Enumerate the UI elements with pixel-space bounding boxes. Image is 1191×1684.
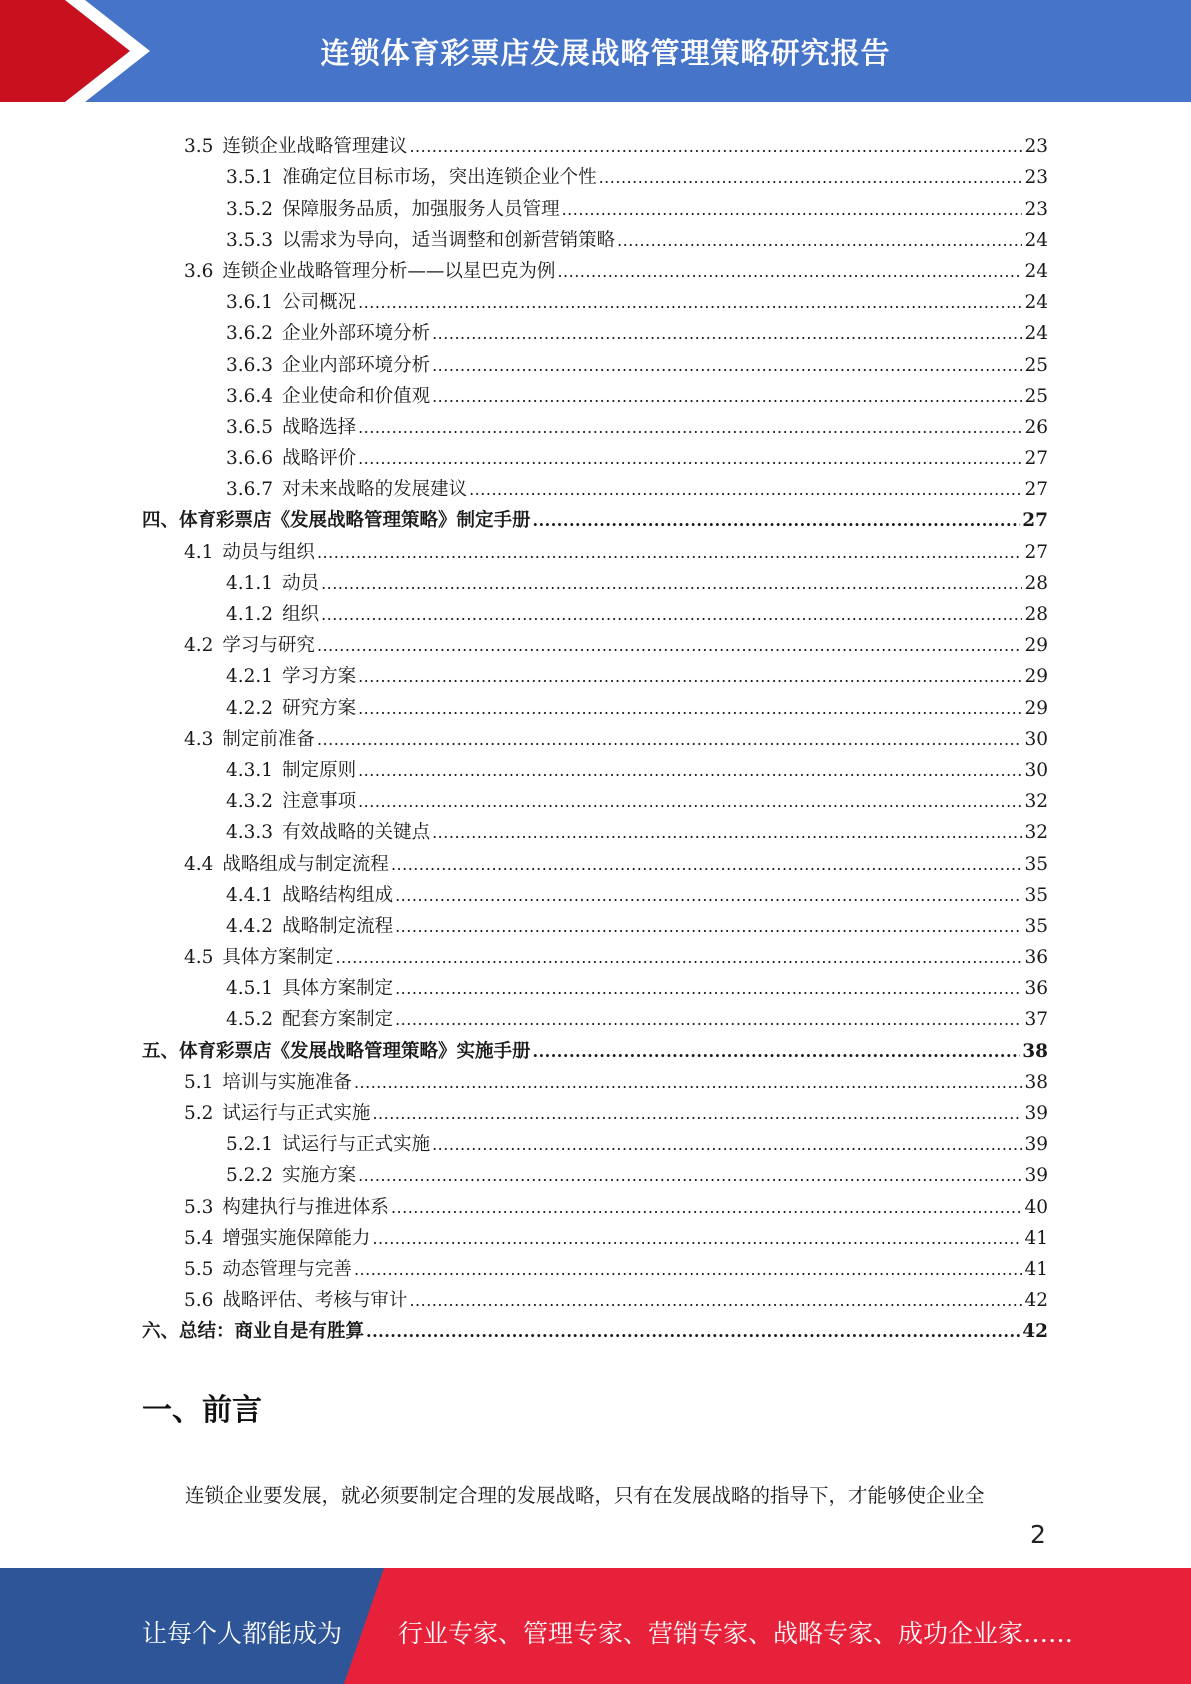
toc-dot-leader [409, 136, 1022, 158]
toc-entry-number: 3.5.3 [226, 229, 274, 251]
toc-entry-number: 4.4.2 [226, 915, 274, 937]
toc-dot-leader [317, 635, 1023, 657]
toc-entry[interactable] [142, 688, 1048, 719]
toc-dot-leader [432, 822, 1022, 844]
toc-entry[interactable] [142, 1250, 1048, 1281]
toc-entry[interactable] [142, 1125, 1048, 1156]
toc-dot-leader [395, 885, 1022, 907]
toc-entry-page: 35 [1024, 915, 1048, 937]
toc-entry-title: 学习与研究 [222, 635, 315, 657]
toc-dot-leader [391, 854, 1023, 876]
toc-dot-leader [395, 1009, 1022, 1031]
toc-entry[interactable] [142, 158, 1048, 189]
toc-entry-number: 3.5 [184, 136, 214, 158]
toc-entry[interactable] [142, 501, 1048, 532]
toc-dot-leader [432, 323, 1022, 345]
toc-entry-page: 27 [1024, 541, 1048, 563]
toc-entry[interactable] [142, 221, 1048, 252]
toc-entry-title: 准确定位目标市场，突出连锁企业个性 [282, 167, 597, 189]
toc-entry-page: 39 [1024, 1134, 1048, 1156]
toc-entry-title: 研究方案 [282, 697, 357, 719]
toc-entry[interactable] [142, 969, 1048, 1000]
toc-entry-title: 增强实施保障能力 [222, 1227, 371, 1249]
toc-entry-title: 企业使命和价值观 [282, 385, 431, 407]
toc-entry[interactable] [142, 626, 1048, 657]
toc-entry[interactable] [142, 1094, 1048, 1125]
toc-entry-title: 动员 [282, 572, 320, 594]
toc-dot-leader [354, 1259, 1023, 1281]
toc-entry-page: 25 [1024, 354, 1048, 376]
toc-entry[interactable] [142, 1312, 1048, 1343]
toc-dot-leader [358, 292, 1022, 314]
toc-entry-number: 4.3 [184, 728, 214, 750]
toc-entry-page: 36 [1024, 978, 1048, 1000]
toc-entry-page: 25 [1024, 385, 1048, 407]
toc-entry-number: 4.1.1 [226, 572, 274, 594]
toc-entry-page: 42 [1022, 1321, 1048, 1343]
toc-entry-title: 动员与组织 [222, 541, 315, 563]
toc-entry-number: 5.2 [184, 1103, 214, 1124]
toc-entry-number: 4.4.1 [226, 884, 274, 906]
page-number: 2 [1030, 1520, 1046, 1549]
toc-dot-leader [366, 1321, 1020, 1343]
toc-entry-title: 构建执行与推进体系 [222, 1196, 389, 1218]
toc-entry-title: 战略组成与制定流程 [222, 853, 389, 875]
toc-entry-title: 连锁企业战略管理建议 [222, 136, 408, 158]
toc-entry-title: 四、体育彩票店《发展战略管理策略》制定手册 [142, 510, 531, 532]
toc-dot-leader [395, 978, 1022, 1000]
toc-entry-title: 五、体育彩票店《发展战略管理策略》实施手册 [142, 1040, 531, 1062]
toc-entry-number: 5.2.2 [226, 1165, 274, 1187]
toc-entry-number: 4.4 [184, 853, 214, 875]
toc-entry-page: 39 [1024, 1165, 1048, 1187]
toc-dot-leader [358, 760, 1022, 782]
toc-dot-leader [358, 791, 1022, 813]
toc-entry-page: 36 [1024, 947, 1048, 969]
toc-entry-number: 3.5.2 [226, 198, 274, 220]
toc-dot-leader [432, 1134, 1022, 1156]
toc-entry[interactable] [142, 189, 1048, 220]
toc-dot-leader [372, 1228, 1022, 1250]
toc-entry-number: 5.5 [184, 1258, 214, 1280]
page-footer [0, 1568, 1191, 1684]
toc-entry[interactable] [142, 252, 1048, 283]
toc-entry-page: 41 [1024, 1227, 1048, 1249]
toc-entry-number: 5.4 [184, 1227, 214, 1249]
toc-entry-number: 4.5.1 [226, 978, 274, 1000]
toc-entry[interactable] [142, 751, 1048, 782]
toc-entry-title: 实施方案 [282, 1165, 357, 1187]
toc-dot-leader [533, 510, 1021, 532]
toc-entry-number: 4.3.3 [226, 822, 274, 844]
toc-entry-title: 培训与实施准备 [222, 1071, 352, 1093]
toc-entry[interactable] [142, 876, 1048, 907]
toc-entry-page: 27 [1022, 510, 1048, 532]
toc-entry-number: 3.6.3 [226, 354, 274, 376]
toc-entry-page: 23 [1024, 198, 1048, 220]
toc-entry[interactable] [142, 408, 1048, 439]
toc-entry-number: 3.6.4 [226, 385, 274, 407]
toc-dot-leader [317, 729, 1023, 751]
toc-entry-page: 39 [1024, 1103, 1048, 1124]
toc-dot-leader [354, 1072, 1023, 1094]
toc-dot-leader [358, 1165, 1022, 1187]
toc-entry-page: 38 [1024, 1071, 1048, 1093]
toc-entry[interactable] [142, 595, 1048, 626]
toc-entry-page: 28 [1024, 604, 1048, 625]
toc-dot-leader [432, 386, 1022, 408]
toc-dot-leader [617, 230, 1022, 252]
toc-entry[interactable] [142, 1281, 1048, 1312]
toc-dot-leader [562, 199, 1023, 221]
body-paragraph: 连锁企业要发展，就必须要制定合理的发展战略，只有在发展战略的指导下，才能够使企业全 [185, 1484, 985, 1507]
toc-entry-number: 4.2.1 [226, 666, 274, 688]
toc-entry-page: 27 [1024, 448, 1048, 470]
toc-entry-number: 3.6.2 [226, 323, 274, 345]
table-of-contents [142, 127, 1048, 1343]
toc-entry-title: 配套方案制定 [282, 1009, 394, 1031]
document-title: 连锁体育彩票店发展战略管理策略研究报告 [320, 35, 891, 70]
toc-entry-number: 3.5.1 [226, 167, 274, 189]
toc-entry-number: 5.2.1 [226, 1134, 274, 1156]
toc-entry-title: 具体方案制定 [282, 978, 394, 1000]
toc-entry-title: 制定原则 [282, 759, 357, 781]
toc-entry-title: 战略评估、考核与审计 [222, 1290, 408, 1312]
toc-dot-leader [432, 355, 1022, 377]
section-heading: 一、前言 [142, 1393, 262, 1428]
toc-dot-leader [391, 1197, 1023, 1219]
toc-entry-page: 29 [1024, 635, 1048, 657]
toc-entry[interactable] [142, 532, 1048, 563]
toc-entry[interactable] [142, 844, 1048, 875]
toc-entry[interactable] [142, 657, 1048, 688]
toc-dot-leader [358, 417, 1022, 439]
toc-entry-page: 35 [1024, 853, 1048, 875]
toc-entry[interactable] [142, 283, 1048, 314]
toc-entry-title: 战略制定流程 [282, 915, 394, 937]
toc-entry[interactable] [142, 1031, 1048, 1062]
toc-entry-number: 3.6.1 [226, 292, 274, 314]
toc-entry-number: 3.6.5 [226, 416, 274, 438]
toc-entry[interactable] [142, 470, 1048, 501]
toc-entry-title: 公司概况 [282, 292, 357, 314]
toc-entry-title: 战略评价 [282, 448, 357, 470]
toc-entry[interactable] [142, 813, 1048, 844]
toc-entry-page: 30 [1024, 728, 1048, 750]
toc-entry-number: 4.1.2 [226, 604, 274, 625]
toc-dot-leader [557, 261, 1022, 283]
toc-entry-title: 具体方案制定 [222, 947, 334, 969]
toc-entry[interactable] [142, 1187, 1048, 1218]
toc-entry-page: 41 [1024, 1258, 1048, 1280]
toc-entry[interactable] [142, 1000, 1048, 1031]
toc-entry-page: 30 [1024, 759, 1048, 781]
toc-dot-leader [321, 604, 1022, 626]
toc-entry-page: 35 [1024, 884, 1048, 906]
toc-entry-page: 29 [1024, 697, 1048, 719]
toc-entry-title: 战略选择 [282, 416, 357, 438]
toc-entry[interactable] [142, 345, 1048, 376]
toc-entry-number: 3.6.7 [226, 479, 274, 501]
toc-entry-title: 试运行与正式实施 [222, 1103, 371, 1124]
toc-entry-title: 连锁企业战略管理分析——以星巴克为例 [222, 260, 556, 282]
toc-entry[interactable] [142, 314, 1048, 345]
toc-entry-page: 24 [1024, 323, 1048, 345]
toc-entry-number: 5.3 [184, 1196, 214, 1218]
toc-entry[interactable] [142, 782, 1048, 813]
toc-dot-leader [358, 666, 1022, 688]
toc-entry-title: 动态管理与完善 [222, 1258, 352, 1280]
toc-entry-title: 学习方案 [282, 666, 357, 688]
toc-entry-page: 23 [1024, 167, 1048, 189]
toc-entry-page: 24 [1024, 260, 1048, 282]
toc-dot-leader [395, 916, 1022, 938]
toc-entry-page: 24 [1024, 229, 1048, 251]
toc-entry-title: 以需求为导向，适当调整和创新营销策略 [282, 229, 616, 251]
toc-entry-page: 26 [1024, 416, 1048, 438]
toc-entry-number: 3.6 [184, 260, 214, 282]
toc-entry-page: 32 [1024, 822, 1048, 844]
toc-entry-title: 六、总结：商业自是有胜算 [142, 1321, 365, 1343]
toc-entry[interactable] [142, 720, 1048, 751]
toc-dot-leader [335, 947, 1022, 969]
toc-entry-title: 战略结构组成 [282, 884, 394, 906]
toc-entry-title: 注意事项 [282, 791, 357, 813]
toc-entry-page: 32 [1024, 791, 1048, 813]
toc-entry[interactable] [142, 1063, 1048, 1094]
toc-entry-number: 4.3.1 [226, 759, 274, 781]
toc-dot-leader [358, 448, 1022, 470]
toc-entry[interactable] [142, 377, 1048, 408]
toc-entry-title: 企业外部环境分析 [282, 323, 431, 345]
toc-entry-page: 29 [1024, 666, 1048, 688]
toc-entry[interactable] [142, 564, 1048, 595]
toc-entry-title: 保障服务品质，加强服务人员管理 [282, 198, 560, 220]
toc-entry[interactable] [142, 938, 1048, 969]
page-header [0, 0, 1191, 110]
toc-dot-leader [469, 479, 1022, 501]
toc-entry-number: 4.5 [184, 947, 214, 969]
toc-entry-number: 4.1 [184, 541, 214, 563]
toc-entry-title: 组织 [282, 604, 320, 625]
toc-entry-page: 28 [1024, 572, 1048, 594]
toc-entry-number: 4.5.2 [226, 1009, 274, 1031]
toc-entry-number: 5.1 [184, 1071, 214, 1093]
toc-entry-number: 3.6.6 [226, 448, 274, 470]
toc-entry-number: 4.3.2 [226, 791, 274, 813]
toc-entry[interactable] [142, 439, 1048, 470]
toc-entry-title: 有效战略的关键点 [282, 822, 431, 844]
toc-entry-page: 37 [1024, 1009, 1048, 1031]
toc-entry-number: 5.6 [184, 1290, 214, 1312]
toc-dot-leader [409, 1290, 1022, 1312]
toc-entry[interactable] [142, 907, 1048, 938]
toc-entry-title: 制定前准备 [222, 728, 315, 750]
toc-entry[interactable] [142, 127, 1048, 158]
toc-dot-leader [358, 698, 1022, 720]
toc-entry-page: 27 [1024, 479, 1048, 501]
toc-entry-number: 4.2.2 [226, 697, 274, 719]
toc-entry-page: 23 [1024, 136, 1048, 158]
toc-entry-page: 24 [1024, 292, 1048, 314]
toc-entry-page: 42 [1024, 1290, 1048, 1312]
toc-dot-leader [533, 1041, 1021, 1063]
toc-entry-title: 对未来战略的发展建议 [282, 479, 468, 501]
toc-entry-title: 企业内部环境分析 [282, 354, 431, 376]
toc-entry-number: 4.2 [184, 635, 214, 657]
toc-entry[interactable] [142, 1156, 1048, 1187]
toc-entry[interactable] [142, 1219, 1048, 1250]
toc-entry-title: 试运行与正式实施 [282, 1134, 431, 1156]
toc-dot-leader [599, 167, 1023, 189]
toc-dot-leader [317, 542, 1023, 564]
toc-entry-page: 40 [1024, 1196, 1048, 1218]
footer-slogan-right: 行业专家、管理专家、营销专家、战略专家、成功企业家…… [398, 1619, 1074, 1648]
footer-slogan-left: 让每个人都能成为 [142, 1619, 343, 1648]
toc-dot-leader [321, 573, 1022, 595]
toc-dot-leader [372, 1103, 1022, 1125]
toc-entry-page: 38 [1022, 1040, 1048, 1062]
